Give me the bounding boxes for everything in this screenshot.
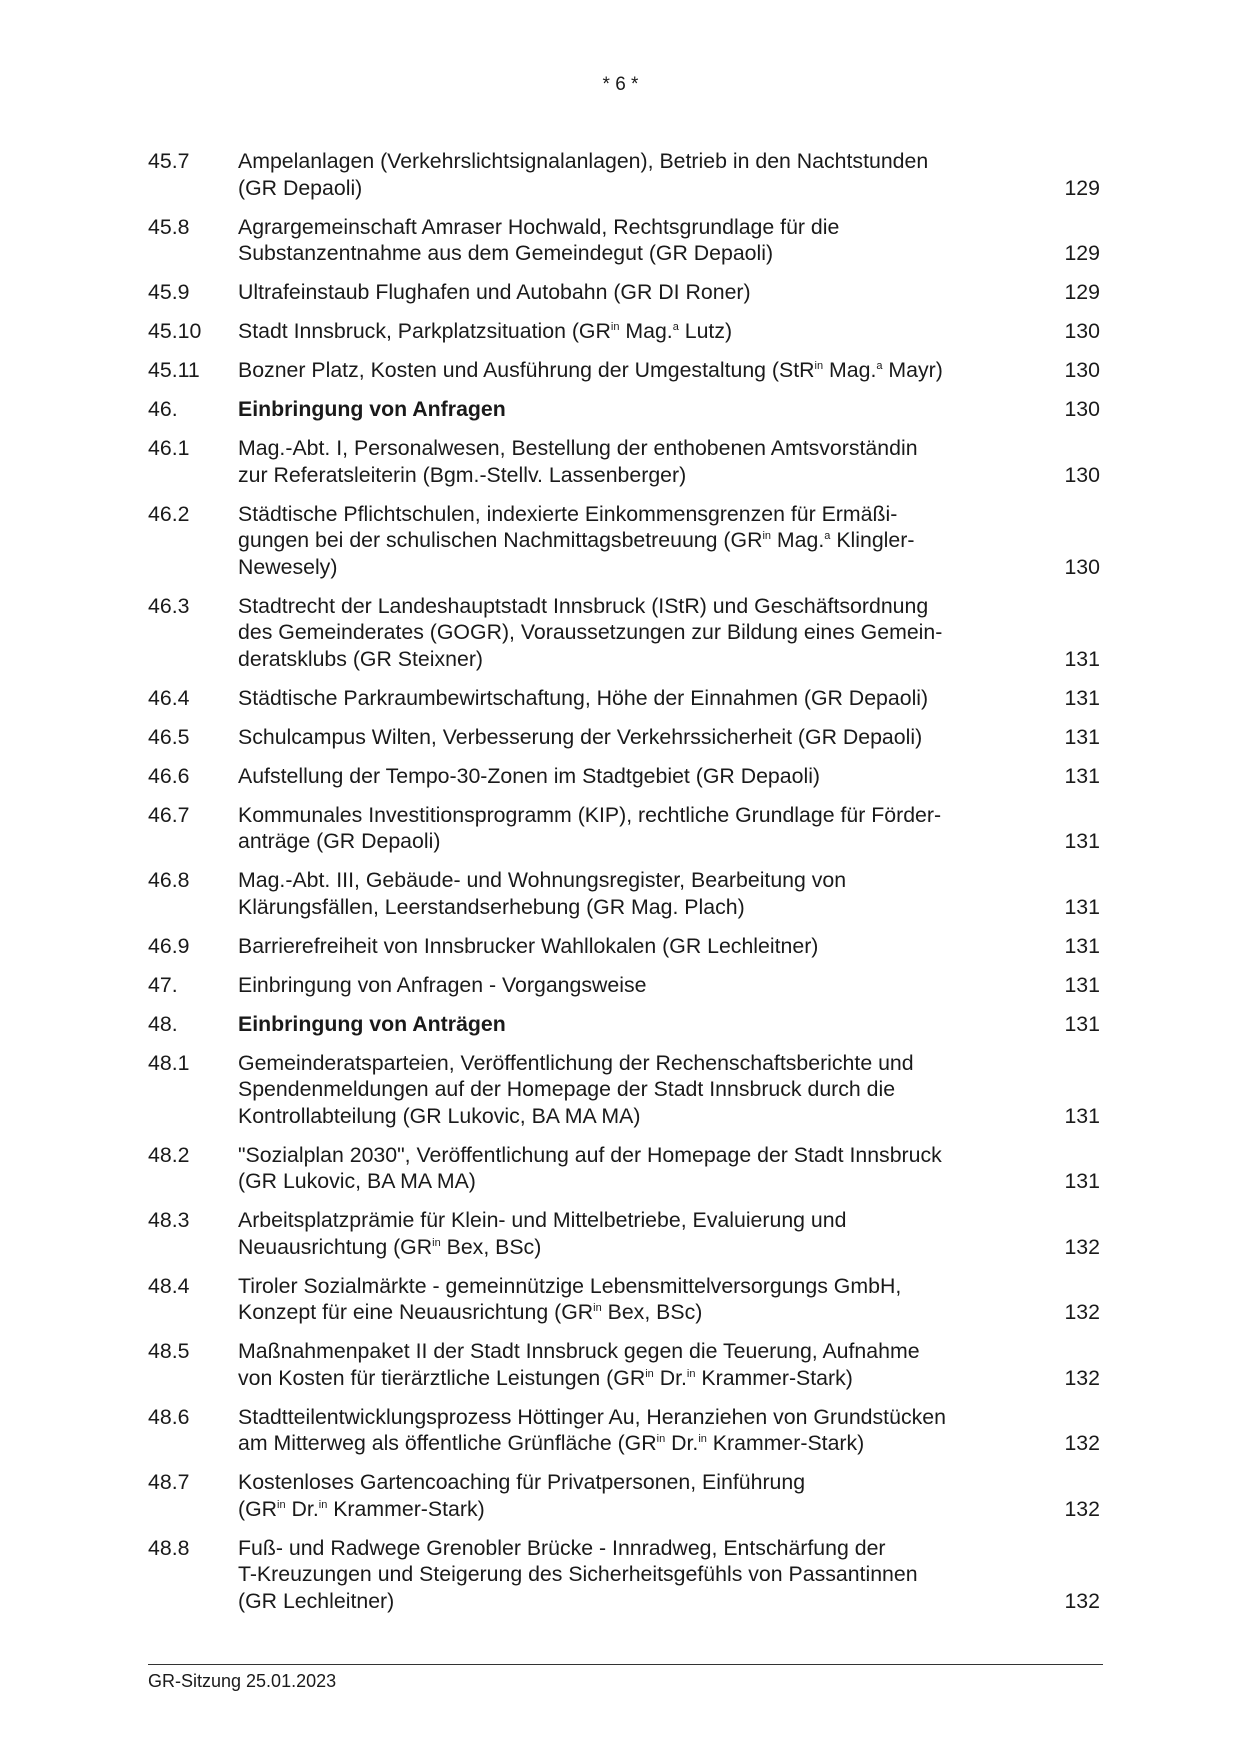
toc-entry-title-text: Bex, BSc) — [440, 1234, 542, 1259]
toc-entry-number: 45.8 — [148, 214, 190, 239]
toc-entry-title-text: Maßnahmenpaket II der Stadt Innsbruck gegen die Teuerung, Aufnahme von Kosten für tierärztliche Leistungen (GR — [238, 1339, 920, 1390]
toc-entry-number: 46.5 — [148, 724, 190, 749]
toc-entry-title — [238, 435, 1040, 488]
toc-entry-page: 132 — [1064, 1496, 1100, 1521]
toc-entry-number: 46.9 — [148, 933, 190, 958]
toc-entry-title-text: Fuß- und Radwege Grenobler Brücke - Innradweg, Entschärfung der T-Kreuzungen und Steigerung des Sicherheitsgefühls von Passantinnen (GR Lechleitner) — [238, 1535, 918, 1613]
toc-entry-page: 132 — [1064, 1588, 1100, 1613]
toc-entry-title-text: Barrierefreiheit von Innsbrucker Wahllokalen (GR Lechleitner) — [238, 933, 819, 958]
toc-entry-title — [238, 279, 1040, 306]
toc-entry-title — [238, 1338, 1040, 1391]
toc-entry — [148, 972, 1100, 999]
toc-entry-title — [238, 1142, 1040, 1195]
toc-entry — [148, 1273, 1100, 1326]
toc-entry-title — [238, 802, 1040, 855]
toc-entry — [148, 318, 1100, 345]
toc-entry — [148, 724, 1100, 751]
toc-entry-title-text: Stadtteilentwicklungsprozess Höttinger Au, Heranziehen von Grundstücken am Mitterweg als öffentliche Grünfläche (GR — [238, 1404, 946, 1455]
toc-entry-superscript: a — [672, 321, 679, 333]
toc-entry-number: 46.1 — [148, 436, 190, 460]
toc-entry-title-text: Aufstellung der Tempo-30-Zonen im Stadtgebiet (GR Depaoli) — [238, 763, 821, 788]
toc-entry-page: 131 — [1064, 894, 1100, 919]
toc-entry-superscript: in — [432, 1236, 441, 1249]
toc-entry-title — [238, 148, 1040, 201]
toc-entry-title — [238, 763, 1040, 790]
toc-entry-page: 129 — [1064, 241, 1100, 265]
toc-entry-number: 46.3 — [148, 593, 190, 618]
toc-entry-superscript: in — [698, 1433, 707, 1445]
toc-entry-page: 132 — [1064, 1234, 1100, 1259]
toc-entry-title-text: Städtische Parkraumbewirtschaftung, Höhe der Einnahmen (GR Depaoli) — [238, 685, 929, 710]
toc-entry-number: 46.4 — [148, 685, 190, 710]
toc-entry-title-text: Kommunales Investitionsprogramm (KIP), rechtliche Grundlage für Förder- anträge (GR Depaoli) — [238, 802, 942, 853]
toc-entry-title-text: Agrargemeinschaft Amraser Hochwald, Rechtsgrundlage für die Substanzentnahme aus dem Gemeindegut (GR Depaoli) — [238, 214, 840, 265]
toc-entry-page: 131 — [1064, 933, 1100, 958]
toc-entry-title — [238, 396, 1040, 423]
toc-entry-title-text: Einbringung von Anträgen — [238, 1011, 506, 1036]
table-of-contents — [148, 148, 1100, 1627]
toc-entry-page: 129 — [1064, 280, 1100, 304]
toc-entry-page: 130 — [1064, 319, 1100, 343]
toc-entry-page: 131 — [1064, 829, 1100, 853]
toc-entry — [148, 1469, 1100, 1522]
toc-entry-page: 129 — [1064, 175, 1100, 200]
toc-entry-page: 131 — [1064, 646, 1100, 671]
toc-entry-number: 45.10 — [148, 319, 202, 343]
toc-entry-number: 48.1 — [148, 1050, 190, 1075]
toc-entry-title-text: "Sozialplan 2030", Veröffentlichung auf der Homepage der Stadt Innsbruck (GR Lukovic, BA MA MA) — [238, 1142, 942, 1193]
toc-entry-title-text: Bex, BSc) — [601, 1300, 703, 1324]
toc-entry-title-text: Klingler- Newesely) — [238, 528, 915, 579]
toc-entry-superscript: in — [318, 1498, 328, 1511]
toc-entry-page: 131 — [1064, 763, 1100, 788]
toc-entry-title-text: Krammer-Stark) — [327, 1496, 485, 1521]
toc-entry-title-text: Einbringung von Anfragen — [238, 397, 506, 421]
toc-entry-title-text: Stadt Innsbruck, Parkplatzsituation (GR — [238, 319, 611, 343]
toc-entry-title-text: Mag. — [823, 358, 877, 382]
toc-entry-title-text: Tiroler Sozialmärkte - gemeinnützige Lebensmittelversorgungs GmbH, Konzept für eine Neuausrichtung (GR — [238, 1273, 902, 1324]
toc-entry-number: 48.5 — [148, 1339, 190, 1363]
toc-entry-title-text: Arbeitsplatzprämie für Klein- und Mittelbetriebe, Evaluierung und Neuausrichtung (GR — [238, 1208, 847, 1259]
toc-entry-superscript: in — [762, 530, 772, 542]
footer-session-date: GR-Sitzung 25.01.2023 — [148, 1671, 337, 1691]
toc-entry-title — [238, 501, 1040, 581]
toc-entry-title — [238, 1011, 1040, 1038]
toc-entry-number: 48.8 — [148, 1535, 190, 1560]
toc-entry-title-text: Krammer-Stark) — [695, 1365, 853, 1390]
toc-entry-superscript: in — [593, 1302, 602, 1314]
toc-entry-title — [238, 867, 1040, 920]
toc-entry-title — [238, 1535, 1040, 1615]
toc-entry-number: 48. — [148, 1011, 178, 1036]
toc-entry-title-text: Einbringung von Anfragen - Vorgangsweise — [238, 972, 647, 997]
toc-entry — [148, 1404, 1100, 1457]
toc-entry-number: 48.7 — [148, 1470, 190, 1494]
toc-entry-number: 46.2 — [148, 501, 190, 526]
toc-entry-page: 131 — [1064, 1103, 1100, 1128]
toc-entry — [148, 1535, 1100, 1615]
toc-entry-number: 46.7 — [148, 802, 190, 827]
toc-entry-title — [238, 593, 1040, 673]
toc-entry-title — [238, 685, 1040, 712]
toc-entry-number: 45.7 — [148, 149, 190, 173]
toc-entry-page: 130 — [1064, 397, 1100, 421]
toc-entry-title — [238, 214, 1040, 267]
toc-entry-title — [238, 1207, 1040, 1260]
toc-entry-title-text: Lutz) — [678, 319, 733, 343]
toc-entry-title-text: Krammer-Stark) — [706, 1431, 865, 1455]
toc-entry-title — [238, 933, 1040, 960]
toc-entry-number: 46.6 — [148, 763, 190, 788]
toc-entry-title-text: Mag. — [619, 319, 673, 343]
toc-entry-superscript: in — [610, 321, 620, 333]
toc-entry-title-text: Ultrafeinstaub Flughafen und Autobahn (GR DI Roner) — [238, 280, 751, 304]
toc-entry-page: 131 — [1064, 1011, 1100, 1036]
toc-entry-title — [238, 357, 1040, 384]
toc-entry-page: 130 — [1064, 358, 1100, 382]
toc-entry-title-text: Mag.-Abt. I, Personalwesen, Bestellung der enthobenen Amtsvorständin zur Referatsleiterin (Bgm.-Stellv. Lassenberger) — [238, 436, 918, 487]
toc-entry-title — [238, 1050, 1040, 1130]
toc-entry — [148, 685, 1100, 712]
toc-entry-title-text: Dr. — [285, 1496, 319, 1521]
toc-entry-number: 45.11 — [148, 358, 200, 382]
toc-entry — [148, 867, 1100, 920]
toc-entry-title — [238, 972, 1040, 999]
toc-entry — [148, 357, 1100, 384]
toc-entry-title-text: Kostenloses Gartencoaching für Privatpersonen, Einführung (GR — [238, 1470, 806, 1521]
toc-entry-title — [238, 1404, 1040, 1457]
toc-entry-title-text: Gemeinderatsparteien, Veröffentlichung der Rechenschaftsberichte und Spendenmeldungen auf der Homepage der Stadt Innsbruck durch die Kontrollabteilung (GR Lukovic, BA MA MA) — [238, 1050, 914, 1128]
toc-entry-number: 48.4 — [148, 1273, 190, 1298]
toc-entry-superscript: a — [876, 360, 883, 372]
toc-entry — [148, 1142, 1100, 1195]
toc-entry — [148, 501, 1100, 581]
toc-entry-page: 132 — [1064, 1431, 1100, 1455]
toc-entry-title — [238, 1273, 1040, 1326]
toc-entry — [148, 802, 1100, 855]
toc-entry-title-text: Städtische Pflichtschulen, indexierte Einkommensgrenzen für Ermäßi- gungen bei der schulischen Nachmittagsbetreuung (GR — [238, 501, 898, 552]
toc-entry-number: 48.6 — [148, 1404, 190, 1429]
toc-entry — [148, 435, 1100, 488]
toc-entry-page: 132 — [1064, 1300, 1100, 1324]
toc-entry-title-text: Mag.-Abt. III, Gebäude- und Wohnungsregister, Bearbeitung von Klärungsfällen, Leerstandserhebung (GR Mag. Plach) — [238, 868, 847, 919]
toc-entry-page: 131 — [1064, 1169, 1100, 1193]
toc-entry-title — [238, 318, 1040, 345]
toc-entry — [148, 1011, 1100, 1038]
toc-entry-title-text: Mayr) — [882, 358, 943, 382]
toc-entry-page: 131 — [1064, 724, 1100, 749]
toc-entry-title-text: Mag. — [771, 528, 825, 552]
toc-entry-page: 131 — [1064, 972, 1100, 997]
toc-entry — [148, 1050, 1100, 1130]
toc-entry-title-text: Bozner Platz, Kosten und Ausführung der Umgestaltung (StR — [238, 358, 815, 382]
toc-entry-superscript: in — [277, 1498, 286, 1511]
toc-entry-title-text: Stadtrecht der Landeshauptstadt Innsbruck (IStR) und Geschäftsordnung des Gemeinderates (GOGR), Voraussetzungen zur Bildung eines Gemein- deratsklubs (GR Steixner) — [238, 593, 943, 671]
toc-entry-title-text: Dr. — [665, 1431, 699, 1455]
toc-entry — [148, 933, 1100, 960]
toc-entry-title — [238, 1469, 1040, 1522]
toc-entry — [148, 279, 1100, 306]
toc-entry-superscript: in — [814, 360, 824, 372]
toc-entry-superscript: in — [686, 1367, 696, 1380]
toc-entry-page: 132 — [1064, 1365, 1100, 1390]
toc-entry — [148, 593, 1100, 673]
toc-entry-page: 131 — [1064, 685, 1100, 710]
toc-entry-number: 48.2 — [148, 1142, 190, 1167]
toc-entry-number: 47. — [148, 972, 178, 997]
toc-entry-number: 46. — [148, 397, 178, 421]
toc-entry-number: 48.3 — [148, 1208, 190, 1232]
toc-entry-superscript: in — [645, 1367, 654, 1380]
toc-entry — [148, 148, 1100, 201]
toc-entry-page: 130 — [1064, 462, 1100, 487]
toc-entry-number: 46.8 — [148, 868, 190, 892]
toc-entry-title-text: Dr. — [653, 1365, 687, 1390]
toc-entry-superscript: a — [824, 530, 831, 542]
toc-entry-title-text: Schulcampus Wilten, Verbesserung der Verkehrssicherheit (GR Depaoli) — [238, 724, 923, 749]
toc-entry — [148, 396, 1100, 423]
toc-entry — [148, 763, 1100, 790]
page-number: * 6 * — [602, 74, 639, 95]
toc-entry-superscript: in — [656, 1433, 666, 1445]
toc-entry — [148, 1338, 1100, 1391]
footer-divider — [148, 1664, 1103, 1665]
toc-entry-title-text: Ampelanlagen (Verkehrslichtsignalanlagen), Betrieb in den Nachtstunden (GR Depaoli) — [238, 149, 929, 200]
toc-entry-title — [238, 724, 1040, 751]
toc-entry — [148, 1207, 1100, 1260]
toc-entry-number: 45.9 — [148, 280, 190, 304]
toc-entry — [148, 214, 1100, 267]
toc-entry-page: 130 — [1064, 554, 1100, 579]
